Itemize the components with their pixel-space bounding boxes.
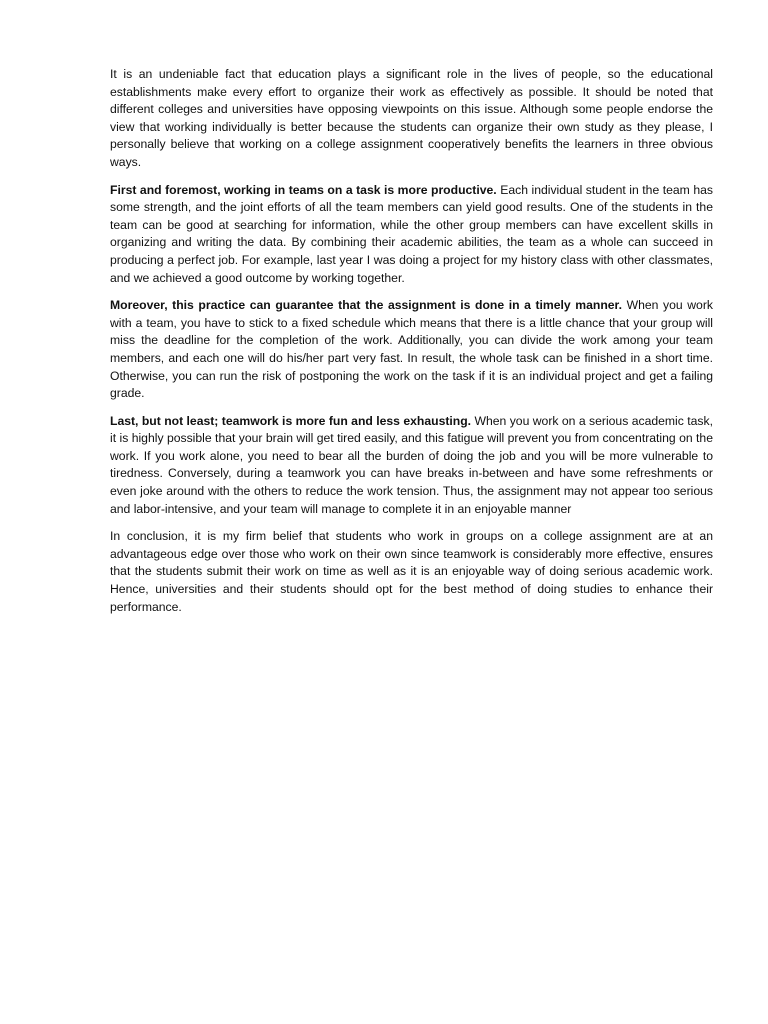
essay-body — [110, 66, 713, 626]
topic-sentence: Last, but not least; teamwork is more fun and less exhausting. — [110, 413, 472, 428]
topic-sentence: Moreover, this practice can guarantee that the assignment is done in a timely manner. — [110, 298, 623, 313]
paragraph-text: In conclusion, it is my firm belief that students who work in groups on a college assignment are at an advantageous edge over those who work on their own since teamwork is considerably more effective, ensures that the students submit their work on time as well as it is an enjoyable way of doing serious academic work. Hence, universities and their students should opt for the best method of doing studies to enhance their performance. — [110, 529, 713, 614]
paragraph-text: When you work with a team, you have to stick to a fixed schedule which means that there is a little chance that your group will miss the deadline for the completion of the work. Additionally, you can divide the work among your team members, and each one will do his/her part very fast. In result, the whole task can be finished in a short time. Otherwise, you can run the risk of postponing the work on the task if it is an individual project and get a failing grade. — [110, 298, 713, 401]
paragraph-timeliness — [110, 297, 713, 403]
paragraph-productivity — [110, 182, 713, 288]
paragraph-conclusion — [110, 528, 713, 616]
topic-sentence: First and foremost, working in teams on a task is more productive. — [110, 182, 497, 197]
paragraph-text: Each individual student in the team has some strength, and the joint efforts of all the team members can yield good results. One of the students in the team can be good at searching for information, while the other group members can have excellent skills in organizing and writing the data. By combining their academic abilities, the team as a whole can succeed in producing a perfect job. For example, last year I was doing a project for my history class with other classmates, and we achieved a good outcome by working together. — [110, 182, 713, 285]
paragraph-introduction — [110, 66, 713, 172]
paragraph-text: It is an undeniable fact that education plays a significant role in the lives of people, so the educational establishments make every effort to organize their work as effectively as possible. It should be noted that different colleges and universities have opposing viewpoints on this issue. Although some people endorse the view that working individually is better because the students can organize their own study as they please, I personally believe that working on a college assignment cooperatively benefits the learners in three obvious ways. — [110, 67, 713, 169]
paragraph-text: When you work on a serious academic task, it is highly possible that your brain will get tired easily, and this fatigue will prevent you from concentrating on the work. If you work alone, you need to bear all the burden of doing the job and you will be more vulnerable to tiredness. Conversely, during a teamwork you can have breaks in-between and have some refreshments or even joke around with the others to reduce the work tension. Thus, the assignment may not appear too serious and labor-intensive, and your team will manage to complete it in an enjoyable manner — [110, 413, 713, 516]
paragraph-enjoyment — [110, 413, 713, 519]
